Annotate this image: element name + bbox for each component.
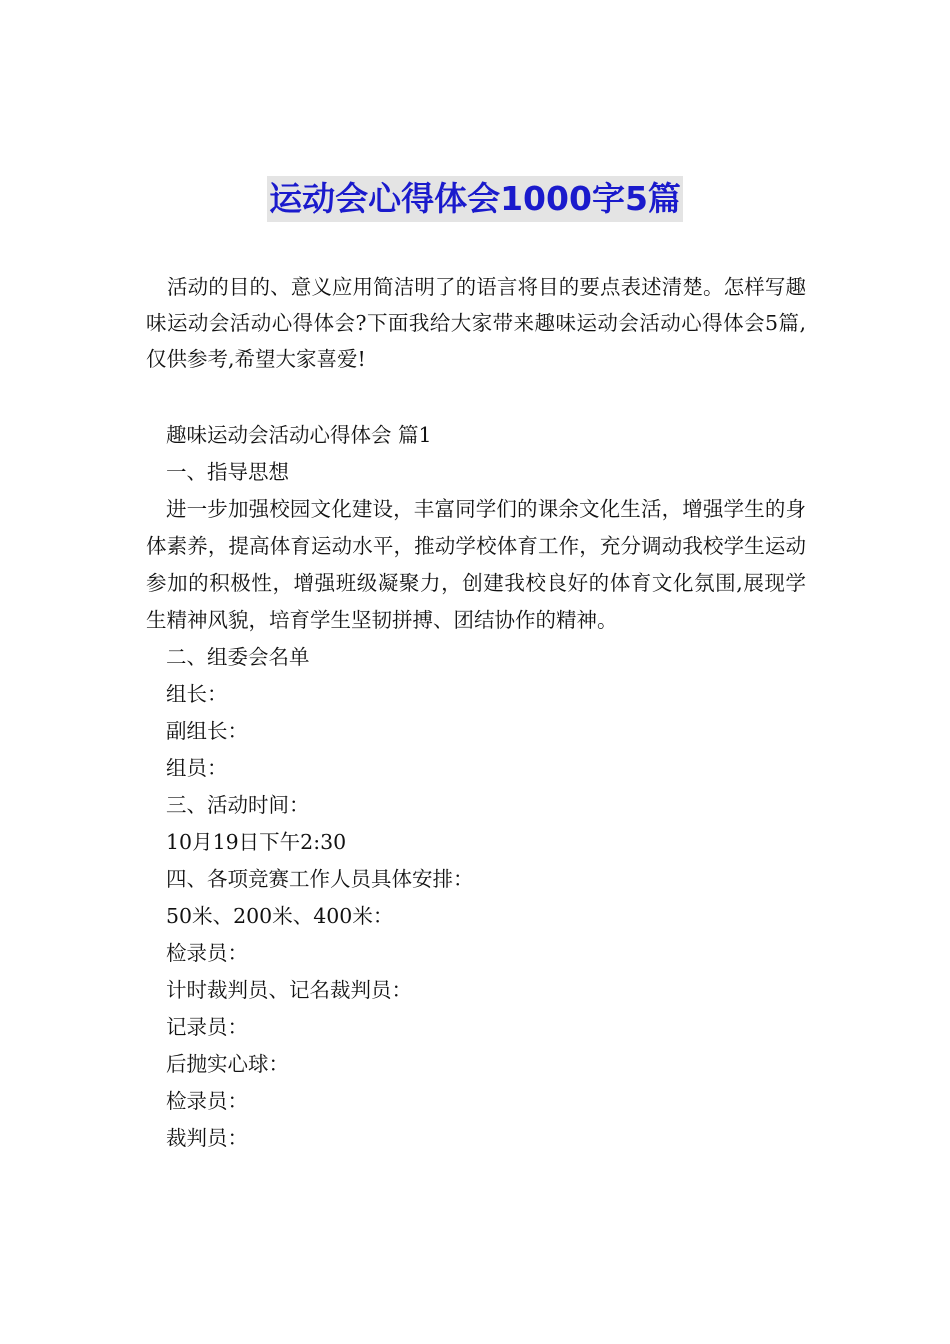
document-title: 运动会心得体会1000字5篇 (267, 176, 683, 222)
intro-paragraph: 活动的目的、意义应用简洁明了的语言将目的要点表述清楚。怎样写趣味运动会活动心得体会?下面我给大家带来趣味运动会活动心得体会5篇,仅供参考,希望大家喜爱! (146, 275, 806, 371)
timing-referees: 计时裁判员、记名裁判员： (166, 978, 412, 1002)
checkin-staff-running: 检录员： (166, 941, 248, 965)
section-heading: 趣味运动会活动心得体会 篇1 (166, 423, 432, 447)
document-body (146, 417, 806, 1157)
committee-vice-leader: 副组长： (166, 719, 248, 743)
committee-leader: 组长： (166, 682, 228, 706)
activity-time-value: 10月19日下午2:30 (166, 830, 347, 854)
heading-staff-arrangement: 四、各项竞赛工作人员具体安排： (166, 867, 474, 891)
title-container (0, 176, 950, 222)
guiding-ideology-paragraph: 进一步加强校园文化建设，丰富同学们的课余文化生活，增强学生的身体素养，提高体育运动水平，推动学校体育工作，充分调动我校学生运动参加的积极性，增强班级凝聚力，创建我校良好的体育文化氛围,展现学生精神风貌，培育学生坚韧拼搏、团结协作的精神。 (146, 497, 806, 632)
heading-committee-list: 二、组委会名单 (166, 645, 310, 669)
checkin-staff-throw: 检录员： (166, 1089, 248, 1113)
recorder: 记录员： (166, 1015, 248, 1039)
shot-throw-event: 后抛实心球： (166, 1052, 289, 1076)
running-events: 50米、200米、400米： (166, 904, 394, 928)
heading-activity-time: 三、活动时间： (166, 793, 310, 817)
referee: 裁判员： (166, 1126, 248, 1150)
committee-members: 组员： (166, 756, 228, 780)
heading-guiding-ideology: 一、指导思想 (166, 460, 289, 484)
